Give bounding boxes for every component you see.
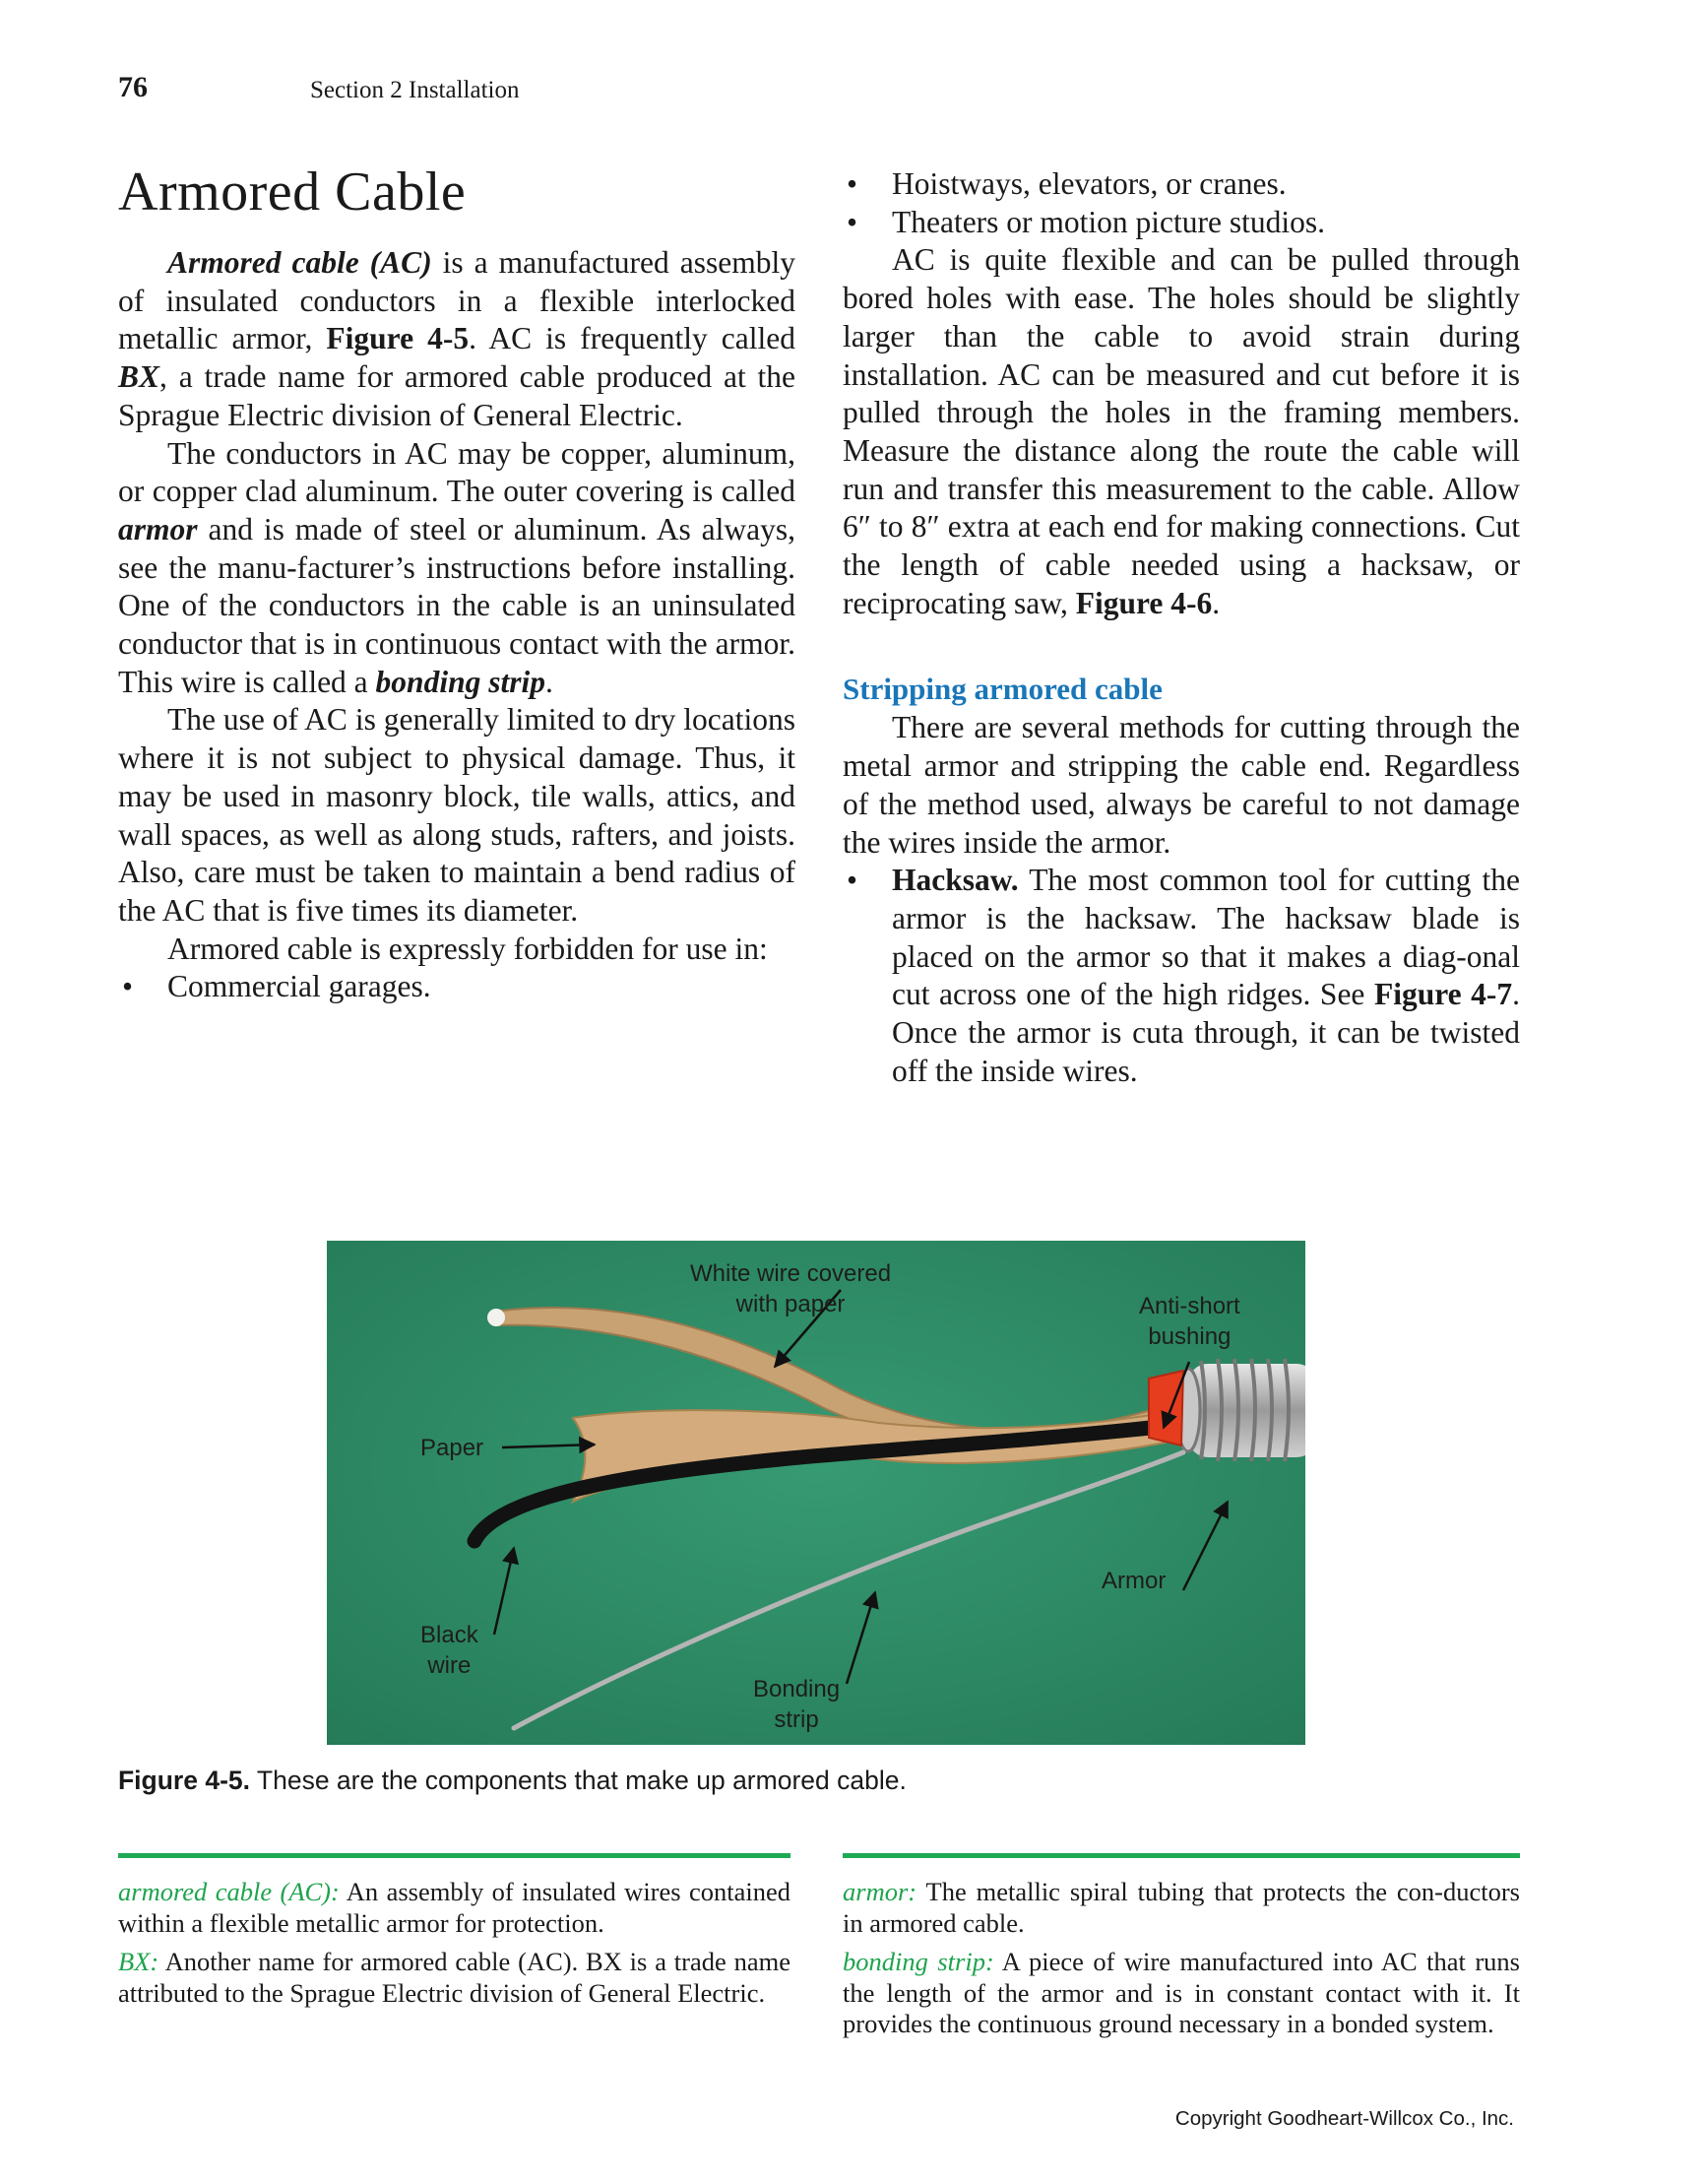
armor-graphic	[1176, 1359, 1305, 1461]
figure-ref-4-6: Figure 4-6	[1075, 585, 1213, 620]
glossary-definition: An assembly of insulated wires contained within a flexible metallic armor for protection.	[118, 1877, 791, 1938]
text-span: AC is quite flexible and can be pulled through bored holes with ease. The holes should be slightly larger than the cable to avoid strain during installation. AC can be measured and cut before it is pulled through the holes in the framing members. Measure the distance along the route the cable will run and transfer this measurement to the cable. Allow 6″ to 8″ extra at each end for making connections. Cut the length of cable needed using a hacksaw, or reciprocating saw,	[843, 242, 1520, 620]
term-armor: armor	[118, 511, 198, 546]
label-line: with paper	[735, 1291, 846, 1317]
term-hacksaw: Hacksaw.	[892, 863, 1019, 898]
figure-ref-4-5: Figure 4-5	[326, 321, 470, 356]
paragraph-conductors	[118, 435, 795, 702]
left-column	[118, 158, 795, 1006]
running-head: Section 2 Installation	[310, 77, 520, 103]
subheading-stripping: Stripping armored cable	[843, 672, 1163, 707]
label-white-wire	[690, 1258, 891, 1319]
bullet-dot: •	[847, 863, 858, 898]
label-line: Anti-short	[1139, 1293, 1240, 1319]
bullet-dot: •	[847, 204, 858, 239]
list-item-text: Commercial garages.	[167, 969, 431, 1004]
forbidden-list	[118, 968, 795, 1006]
caption-text: These are the components that make up armored cable.	[250, 1766, 907, 1795]
label-line: Black	[420, 1622, 478, 1648]
label-armor: Armor	[1102, 1568, 1167, 1594]
section-title: Armored Cable	[118, 161, 467, 223]
text-span: .	[1212, 585, 1221, 620]
label-line: wire	[427, 1652, 472, 1679]
glossary-term: armored cable (AC):	[118, 1877, 340, 1906]
label-line: White wire covered	[690, 1260, 892, 1287]
glossary-entry	[118, 1947, 790, 2009]
term-armored-cable: Armored cable (AC)	[167, 245, 432, 280]
label-line: bushing	[1148, 1323, 1232, 1350]
page-number: 76	[118, 71, 148, 103]
list-item-text: Theaters or motion picture studios.	[892, 204, 1326, 239]
glossary-rule-left	[118, 1853, 790, 1858]
list-item	[843, 165, 1520, 204]
glossary-entry	[843, 1877, 1520, 1939]
bullet-dot: •	[122, 969, 134, 1004]
right-column	[843, 165, 1520, 1090]
figure-ref-4-7: Figure 4-7	[1373, 977, 1513, 1012]
glossary-left	[118, 1877, 790, 2009]
text-span: , a trade name for armored cable produced at the Sprague Electric division of General Electric.	[118, 359, 795, 432]
copyright-notice: Copyright Goodheart-Willcox Co., Inc.	[1174, 2107, 1514, 2130]
glossary-right	[843, 1877, 1520, 2040]
term-bonding-strip: bonding strip	[375, 664, 545, 699]
glossary-term: armor:	[843, 1877, 917, 1906]
text-span: .	[544, 664, 553, 699]
paragraph-forbidden: Armored cable is expressly forbidden for use in:	[167, 931, 768, 966]
figure-photo-armored-cable	[327, 1241, 1305, 1745]
label-black-wire	[420, 1620, 478, 1681]
anti-short-bushing-graphic	[1149, 1371, 1183, 1445]
text-span: . AC is frequently called	[469, 321, 795, 356]
label-bonding-strip	[753, 1674, 840, 1735]
label-line: Bonding	[753, 1676, 841, 1702]
text-span: is a manufactured assembly of insulated conductors in a flexible interlocked metallic armor,	[118, 245, 795, 356]
glossary-definition: Another name for armored cable (AC). BX is a trade name attributed to the Sprague Electric division of General Electric.	[118, 1947, 790, 2008]
label-line: strip	[774, 1706, 819, 1733]
method-list	[843, 862, 1520, 1090]
label-paper: Paper	[420, 1435, 484, 1461]
paragraph-flexibility	[843, 241, 1520, 622]
glossary-entry	[118, 1877, 790, 1939]
bullet-dot: •	[847, 166, 858, 201]
text-span: and is made of steel or aluminum. As always, see the manu-facturer’s instructions before installing. One of the conductors in the cable is an uninsulated conductor that is in continuous contact with the armor. This wire is called a	[118, 511, 795, 699]
text-span: . Once the armor is cuta through, it can be twisted off the inside wires.	[892, 977, 1520, 1088]
paragraph-armored-cable-definition	[118, 244, 795, 435]
list-item-hacksaw	[843, 862, 1520, 1090]
glossary-definition: A piece of wire manufactured into AC that runs the length of the armor and is in constant contact with it. It provides the continuous ground necessary in a bonded system.	[843, 1947, 1520, 2038]
paragraph-stripping-methods: There are several methods for cutting through the metal armor and stripping the cable end. Regardless of the method used, always be careful to not damage the wires inside the armor.	[843, 710, 1520, 860]
glossary-term: BX:	[118, 1947, 159, 1976]
glossary-definition: The metallic spiral tubing that protects the con-ductors in armored cable.	[843, 1877, 1520, 1938]
glossary-rule-right	[843, 1853, 1520, 1858]
glossary-term: bonding strip:	[843, 1947, 994, 1976]
text-span: The most common tool for cutting the armor is the hacksaw. The hacksaw blade is placed on the armor so that it makes a diag-onal cut across one of the high ridges. See	[892, 863, 1520, 1012]
glossary-entry	[843, 1947, 1520, 2040]
list-item	[843, 204, 1520, 242]
text-span: The conductors in AC may be copper, aluminum, or copper clad aluminum. The outer covering is called	[118, 435, 795, 509]
list-item-text: Hoistways, elevators, or cranes.	[892, 166, 1287, 201]
white-wire-tip	[487, 1309, 505, 1326]
figure-caption	[118, 1766, 907, 1796]
caption-figure-ref: Figure 4-5.	[118, 1766, 251, 1795]
label-anti-short-bushing	[1139, 1291, 1240, 1352]
paragraph-use-of-ac: The use of AC is generally limited to dry locations where it is not subject to physical damage. Thus, it may be used in masonry block, tile walls, attics, and wall spaces, as well as along studs, rafters, and joists. Also, care must be taken to maintain a bend radius of the AC that is five times its diameter.	[118, 702, 795, 928]
term-bx: BX	[118, 359, 160, 395]
forbidden-list-continued	[843, 165, 1520, 241]
list-item	[118, 968, 795, 1006]
